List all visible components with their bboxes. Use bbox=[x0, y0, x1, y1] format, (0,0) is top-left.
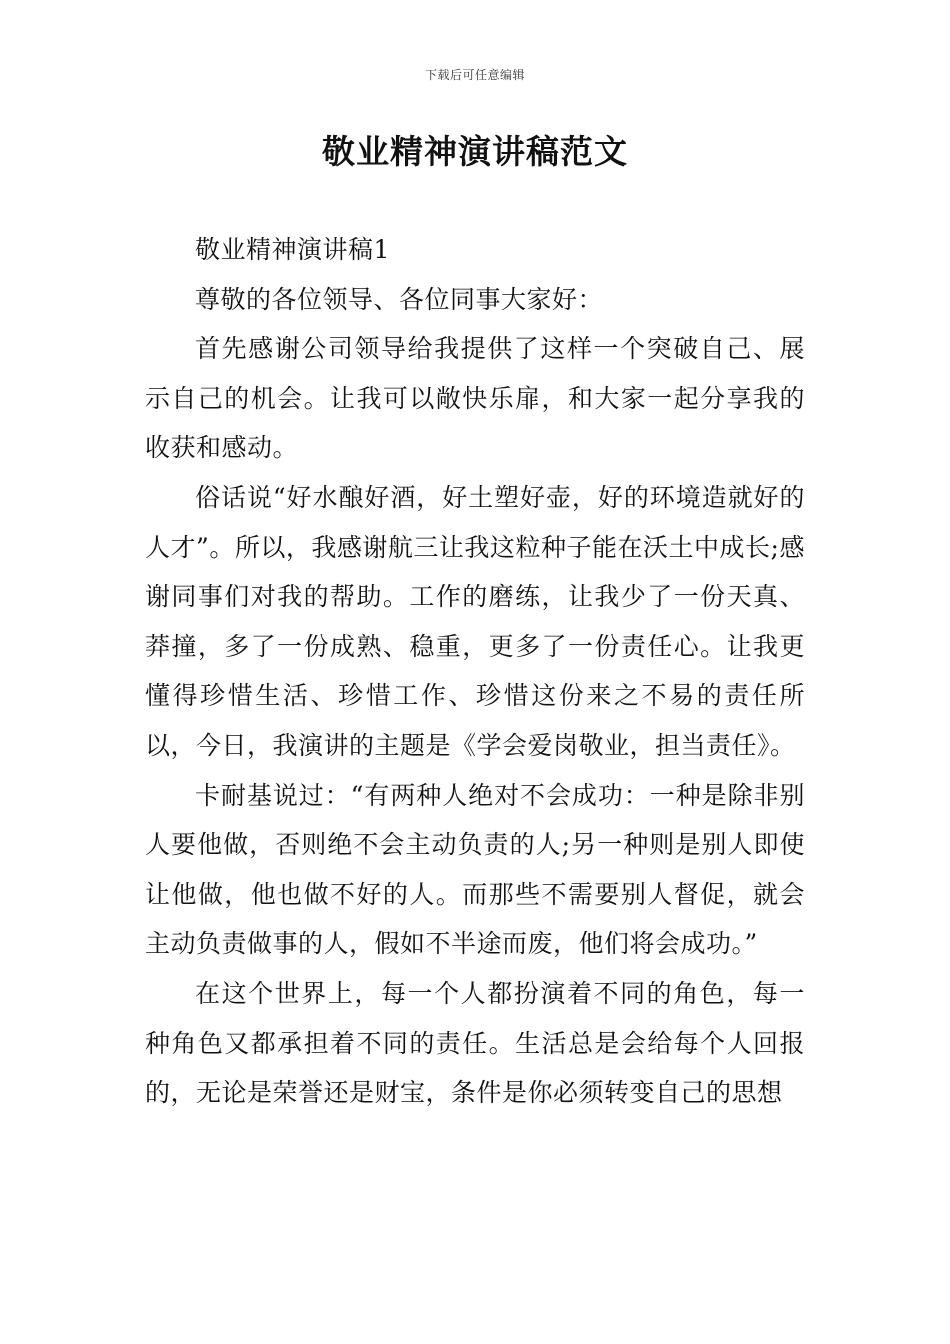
body-paragraph: 俗话说“好水酿好酒，好土塑好壶，好的环境造就好的人才”。所以，我感谢航三让我这粒种子能在沃土中成长;感谢同事们对我的帮助。工作的磨练，让我少了一份天真、莽撞，多了一份成熟、稳重，更多了一份责任心。让我更懂得珍惜生活、珍惜工作、珍惜这份来之不易的责任所以，今日，我演讲的主题是《学会爱岗敬业，担当责任》。 bbox=[145, 482, 805, 760]
document-body bbox=[145, 225, 805, 1118]
greeting-paragraph: 尊敬的各位领导、各位同事大家好： bbox=[195, 284, 604, 314]
body-paragraph: 卡耐基说过：“有两种人绝对不会成功：一种是除非别人要他做，否则绝不会主动负责的人;另一种则是别人即使让他做，他也做不好的人。而那些不需要别人督促，就会主动负责做事的人，假如不半途而废，他们将会成功。” bbox=[145, 780, 805, 959]
section-heading: 敬业精神演讲稿1 bbox=[195, 235, 390, 264]
document-title: 敬业精神演讲稿范文 bbox=[322, 132, 628, 171]
header-note: 下载后可任意编辑 bbox=[424, 68, 525, 82]
body-paragraph: 首先感谢公司领导给我提供了这样一个突破自己、展示自己的机会。让我可以敞快乐扉，和大家一起分享我的收获和感动。 bbox=[145, 334, 805, 463]
body-paragraph: 在这个世界上，每一个人都扮演着不同的角色，每一种角色又都承担着不同的责任。生活总是会给每个人回报的，无论是荣誉还是财宝，条件是你必须转变自己的思想 bbox=[145, 978, 805, 1108]
